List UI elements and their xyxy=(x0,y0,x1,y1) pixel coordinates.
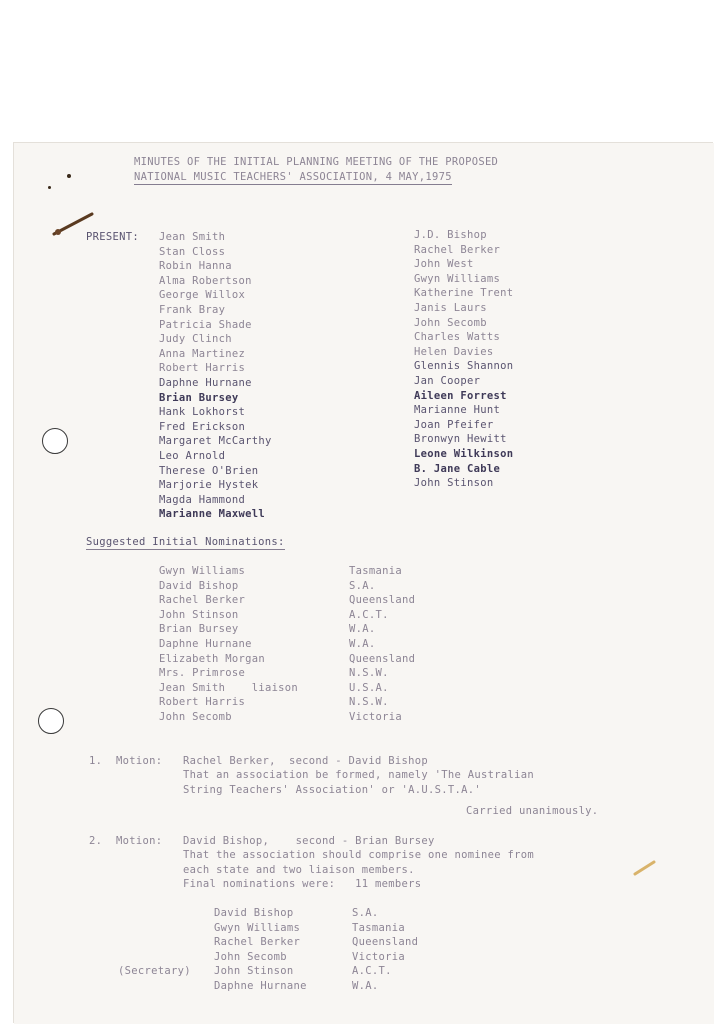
attendee-name: Therese O'Brien xyxy=(159,464,259,477)
attendee-name: Leone Wilkinson xyxy=(414,447,514,460)
nominations-names xyxy=(159,566,298,727)
final-nominee-states xyxy=(352,908,418,996)
attendee-name: Magda Hammond xyxy=(159,493,246,506)
attendee-name: Marianne Maxwell xyxy=(159,508,265,521)
attendee-name: Katherine Trent xyxy=(414,287,514,300)
attendee-name: Jean Smith xyxy=(159,231,226,243)
attendee-name: Stan Closs xyxy=(159,245,226,258)
attendee-name: Helen Davies xyxy=(414,345,494,358)
final-nominee-state: S.A. xyxy=(352,907,379,919)
attendee-name: Alma Robertson xyxy=(159,274,252,287)
attendee-name: George Willox xyxy=(159,289,246,302)
attendee-name: Janis Laurs xyxy=(414,301,487,314)
final-nominee-state: Victoria xyxy=(352,950,405,963)
nominee-state: A.C.T. xyxy=(349,608,389,621)
present-label: PRESENT: xyxy=(86,231,139,243)
motion-2-text: Final nominations were: 11 members xyxy=(183,878,422,890)
final-nominee-state: Queensland xyxy=(352,936,419,949)
nominee-name: Rachel Berker xyxy=(159,594,246,607)
nominee-name: John Stinson xyxy=(159,608,239,621)
nominee-state: N.S.W. xyxy=(349,696,389,709)
secretary-label: (Secretary) xyxy=(118,965,191,977)
attendee-name: Patricia Shade xyxy=(159,318,252,331)
nominee-state: U.S.A. xyxy=(349,681,389,694)
attendee-name: John West xyxy=(414,258,474,271)
attendee-name: Robin Hanna xyxy=(159,260,232,273)
motion-2-number: 2. xyxy=(89,835,103,847)
motion-1-number: 1. xyxy=(89,755,103,767)
nominee-state: Tasmania xyxy=(349,565,402,577)
final-nominee-name: David Bishop xyxy=(214,907,294,919)
attendee-name: Marianne Hunt xyxy=(414,404,501,417)
nominee-name: Elizabeth Morgan xyxy=(159,652,265,665)
nominee-state: Queensland xyxy=(349,652,416,665)
nominee-name: David Bishop xyxy=(159,579,239,592)
nominee-state: Queensland xyxy=(349,594,416,607)
nominee-state: Victoria xyxy=(349,710,402,723)
nominee-state: N.S.W. xyxy=(349,667,389,680)
final-nominee-name: Daphne Hurnane xyxy=(214,979,307,992)
motion-2-text: each state and two liaison members. xyxy=(183,864,415,876)
final-nominee-state: W.A. xyxy=(352,979,379,992)
nominee-state: W.A. xyxy=(349,637,376,650)
attendee-name: Joan Pfeifer xyxy=(414,418,494,431)
attendee-name: Frank Bray xyxy=(159,303,226,316)
attendee-name: Hank Lokhorst xyxy=(159,406,246,419)
header-line-1: MINUTES OF THE INITIAL PLANNING MEETING OF THE PROPOSED xyxy=(134,156,499,168)
nominee-name: Mrs. Primrose xyxy=(159,667,246,680)
motion-2-mover: David Bishop, second - Brian Bursey xyxy=(183,835,435,847)
attendee-name: Fred Erickson xyxy=(159,420,246,433)
final-nominee-name: Rachel Berker xyxy=(214,936,301,949)
attendee-name: Rachel Berker xyxy=(414,243,501,256)
attendee-name: John Stinson xyxy=(414,477,494,490)
motion-1-mover: Rachel Berker, second - David Bishop xyxy=(183,755,428,767)
header-line-2: NATIONAL MUSIC TEACHERS' ASSOCIATION, 4 MAY,1975 xyxy=(134,171,452,183)
final-nominee-name: John Secomb xyxy=(214,950,287,963)
motion-1-text: That an association be formed, namely 'The Australian xyxy=(183,769,534,781)
motion-2-text: That the association should comprise one nominee from xyxy=(183,849,534,861)
ink-spot xyxy=(67,174,71,178)
final-nominee-names xyxy=(214,908,307,996)
nominee-name: Brian Bursey xyxy=(159,623,239,636)
present-column-1 xyxy=(159,232,272,524)
attendee-name: Robert Harris xyxy=(159,362,246,375)
yellow-mark xyxy=(632,858,658,878)
attendee-name: Jan Cooper xyxy=(414,374,481,387)
motion-2-label: Motion: xyxy=(116,835,163,847)
attendee-name: Marjorie Hystek xyxy=(159,479,259,492)
final-nominee-state: Tasmania xyxy=(352,921,405,934)
attendee-name: J.D. Bishop xyxy=(414,229,487,241)
ink-spot xyxy=(48,186,51,189)
nominee-state: S.A. xyxy=(349,579,376,592)
nominee-name: Jean Smith liaison xyxy=(159,681,299,694)
nominee-name: Robert Harris xyxy=(159,696,246,709)
final-nominee-state: A.C.T. xyxy=(352,965,392,978)
attendee-name: Brian Bursey xyxy=(159,391,239,404)
attendee-name: Gwyn Williams xyxy=(414,272,501,285)
nominee-name: Gwyn Williams xyxy=(159,565,246,577)
attendee-name: B. Jane Cable xyxy=(414,462,501,475)
attendee-name: Aileen Forrest xyxy=(414,389,507,402)
attendee-name: Anna Martinez xyxy=(159,347,246,360)
final-nominee-name: John Stinson xyxy=(214,965,294,978)
attendee-name: Daphne Hurnane xyxy=(159,376,252,389)
motion-1-text: String Teachers' Association' or 'A.U.S.T.A.' xyxy=(183,784,481,796)
punch-hole-top xyxy=(42,428,68,454)
nominations-heading: Suggested Initial Nominations: xyxy=(86,536,285,548)
attendee-name: Charles Watts xyxy=(414,331,501,344)
nominee-name: Daphne Hurnane xyxy=(159,637,252,650)
attendee-name: John Secomb xyxy=(414,316,487,329)
attendee-name: Leo Arnold xyxy=(159,449,226,462)
attendee-name: Margaret McCarthy xyxy=(159,435,272,448)
motion-1-result: Carried unanimously. xyxy=(466,805,599,817)
attendee-name: Judy Clinch xyxy=(159,333,232,346)
nominee-name: John Secomb xyxy=(159,710,232,723)
final-nominee-name: Gwyn Williams xyxy=(214,921,301,934)
attendee-name: Bronwyn Hewitt xyxy=(414,433,507,446)
nominations-states xyxy=(349,566,415,727)
attendee-name: Glennis Shannon xyxy=(414,360,514,373)
present-column-2 xyxy=(414,230,513,493)
motion-1-label: Motion: xyxy=(116,755,163,767)
nominee-state: W.A. xyxy=(349,623,376,636)
punch-hole-bottom xyxy=(38,708,64,734)
